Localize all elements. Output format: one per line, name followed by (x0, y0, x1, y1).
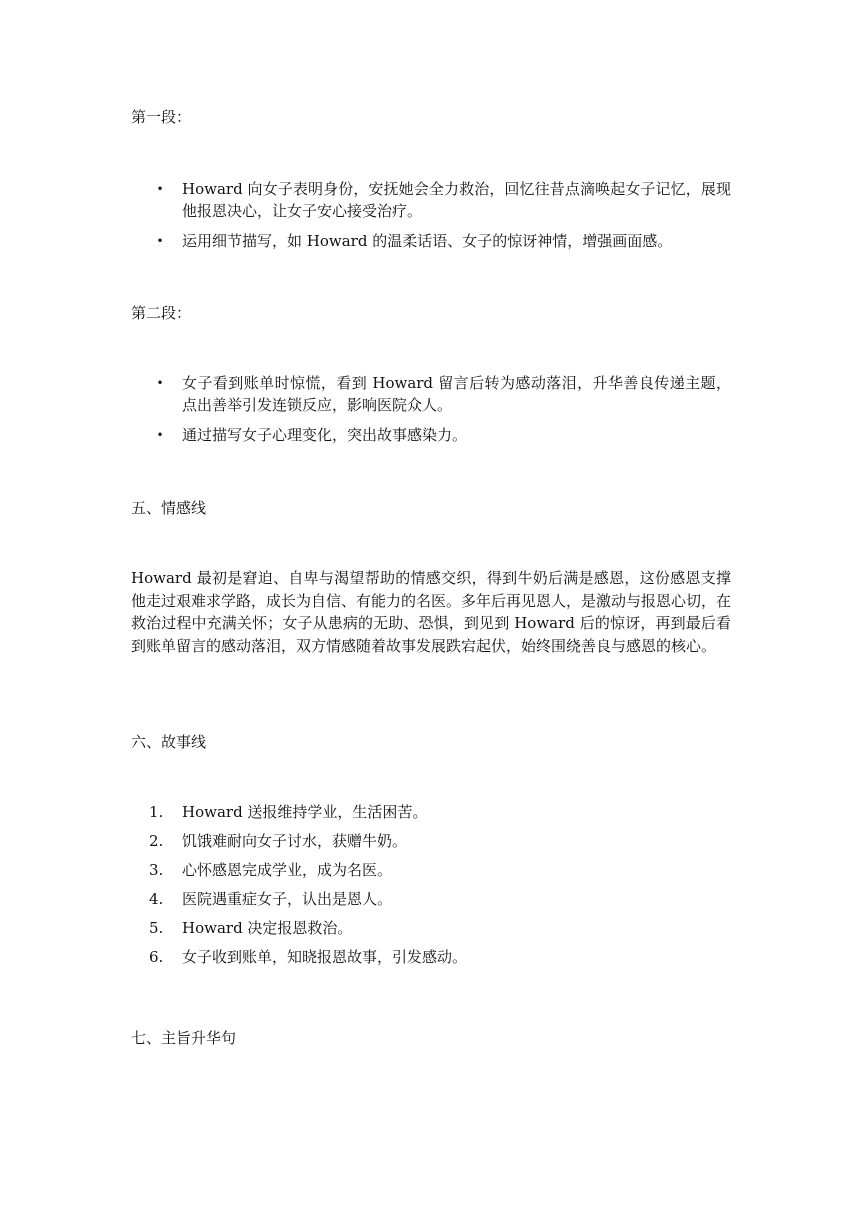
list-number: 5. (149, 919, 164, 937)
list-item-text: 运用细节描写，如 Howard 的温柔话语、女子的惊讶神情，增强画面感。 (182, 232, 673, 250)
list-item (131, 801, 731, 823)
bullet-icon: • (156, 376, 164, 390)
list-number: 1. (149, 803, 164, 821)
list-item (131, 230, 731, 252)
bullet-icon: • (156, 182, 164, 196)
bullet-icon: • (156, 428, 164, 442)
list-number: 4. (149, 890, 164, 908)
list-item (131, 888, 731, 910)
list-item (131, 372, 731, 416)
list-item (131, 917, 731, 939)
list-item-text: Howard 向女子表明身份，安抚她会全力救治，回忆往昔点滴唤起女子记忆，展现他报恩决心，让女子安心接受治疗。 (182, 180, 731, 220)
list-item-text: 饥饿难耐向女子讨水，获赠牛奶。 (182, 832, 408, 850)
list-item (131, 178, 731, 222)
emotion-line-paragraph: Howard 最初是窘迫、自卑与渴望帮助的情感交织，得到牛奶后满是感恩，这份感恩支撑他走过艰难求学路，成长为自信、有能力的名医。多年后再见恩人，是激动与报恩心切，在救治过程中充满关怀；女子从患病的无助、恐惧，到见到 Howard 后的惊讶，再到最后看到账单留言的感动落泪，双方情感随着故事发展跌宕起伏，始终围绕善良与感恩的核心。 (131, 569, 732, 655)
story-line-list (131, 801, 731, 975)
list-item-text: 医院遇重症女子，认出是恩人。 (182, 890, 393, 908)
list-item-text: 女子看到账单时惊慌，看到 Howard 留言后转为感动落泪，升华善良传递主题，点出善举引发连锁反应，影响医院众人。 (182, 374, 731, 414)
section-heading-theme-sentence: 七、主旨升华句 (131, 1029, 237, 1047)
list-item (131, 946, 731, 968)
bullet-list-part1 (131, 178, 731, 260)
section-heading-emotion-line: 五、情感线 (131, 499, 207, 517)
list-item (131, 830, 731, 852)
list-item-text: 女子收到账单，知晓报恩故事，引发感动。 (182, 948, 468, 966)
section-heading-story-line: 六、故事线 (131, 733, 207, 751)
list-item-text: Howard 决定报恩救治。 (182, 919, 353, 937)
bullet-list-part2 (131, 372, 731, 454)
list-number: 2. (149, 832, 164, 850)
list-number: 3. (149, 861, 164, 879)
section-heading-part2: 第二段： (131, 304, 192, 322)
list-number: 6. (149, 948, 164, 966)
list-item (131, 859, 731, 881)
list-item-text: 通过描写女子心理变化，突出故事感染力。 (182, 426, 468, 444)
list-item (131, 424, 731, 446)
list-item-text: Howard 送报维持学业，生活困苦。 (182, 803, 428, 821)
list-item-text: 心怀感恩完成学业，成为名医。 (182, 861, 393, 879)
section-heading-part1: 第一段： (131, 108, 192, 126)
bullet-icon: • (156, 234, 164, 248)
